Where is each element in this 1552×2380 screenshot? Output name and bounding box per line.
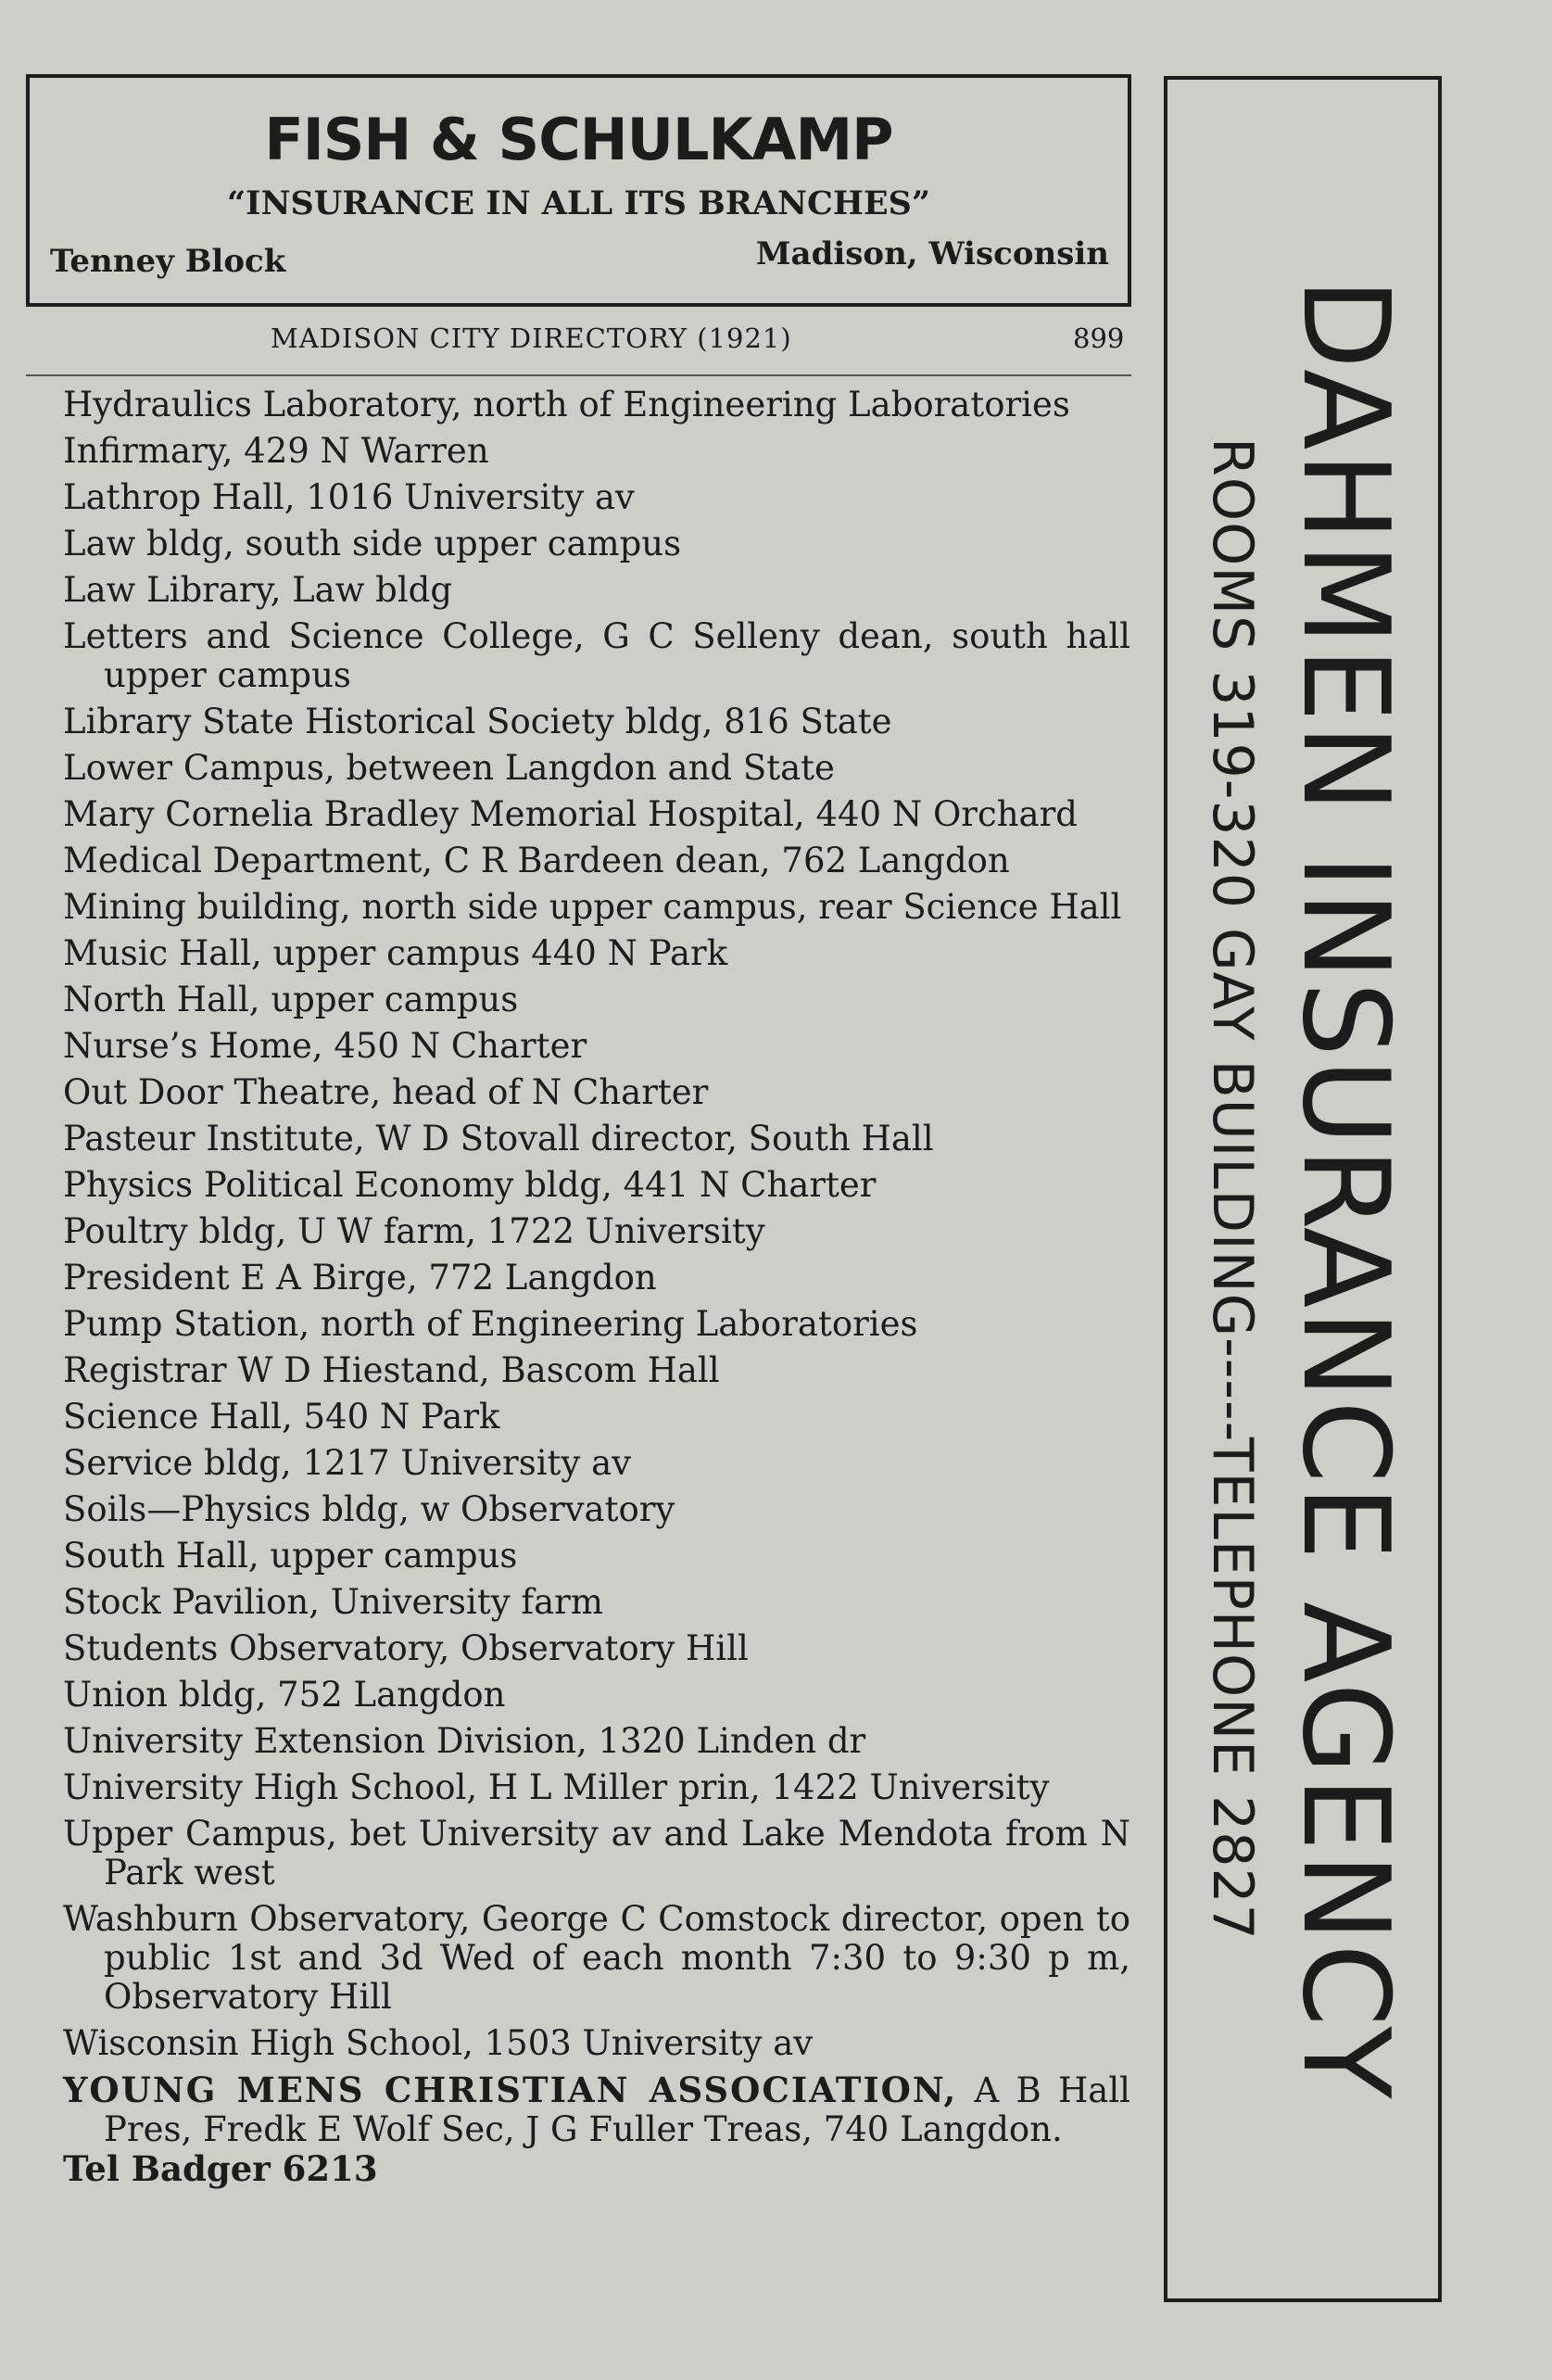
directory-entry: Soils—Physics bldg, w Observatory	[63, 1489, 675, 1529]
directory-entry: Students Observatory, Observatory Hill	[63, 1628, 749, 1668]
directory-entry: Lathrop Hall, 1016 University av	[63, 477, 635, 517]
directory-entry: Law Library, Law bldg	[63, 570, 453, 610]
directory-entry: Mining building, north side upper campus, rear Science Hall	[63, 887, 1122, 927]
directory-entry: Science Hall, 540 N Park	[63, 1397, 500, 1437]
directory-entry: Washburn Observatory, George C Comstock director, open to public 1st and 3d Wed of each month 7:30 to 9:30 p m, Observatory Hill	[63, 1899, 1130, 2017]
directory-entry: Service bldg, 1217 University av	[63, 1443, 632, 1483]
ymca-name: YOUNG MENS CHRISTIAN ASSOCIATION,	[63, 2070, 958, 2110]
side-ad-rooms-telephone: ROOMS 319-320 GAY BUILDING-----TELEPHONE 2827	[1200, 437, 1265, 1941]
ad-location: Tenney Block	[50, 243, 286, 280]
directory-entry: University Extension Division, 1320 Linden dr	[63, 1721, 866, 1761]
directory-entry: Union bldg, 752 Langdon	[63, 1675, 506, 1715]
directory-entry: Library State Historical Society bldg, 816 State	[63, 702, 892, 741]
ad-title: FISH & SCHULKAMP	[264, 106, 893, 173]
side-ad-agency-name: DAHMEN INSURANCE AGENCY	[1276, 277, 1414, 2101]
ymca-entry	[63, 2070, 1130, 2188]
directory-entry: Nurse’s Home, 450 N Charter	[63, 1026, 587, 1066]
directory-entry: Infirmary, 429 N Warren	[63, 431, 489, 471]
page-number: 899	[1073, 323, 1125, 354]
dahmen-insurance-advertisement	[1164, 76, 1442, 2302]
side-ad-rotated-text	[1173, 95, 1432, 2283]
directory-entry: Law bldg, south side upper campus	[63, 524, 682, 563]
directory-entries	[63, 386, 1130, 2196]
directory-entry: Poultry bldg, U W farm, 1722 University	[63, 1211, 765, 1251]
ad-city: Madison, Wisconsin	[755, 235, 1109, 272]
directory-entry: Hydraulics Laboratory, north of Engineering Laboratories	[63, 385, 1070, 424]
directory-entry: Music Hall, upper campus 440 N Park	[63, 933, 728, 973]
directory-entry: Lower Campus, between Langdon and State	[63, 748, 835, 788]
ad-slogan: “INSURANCE IN ALL ITS BRANCHES”	[226, 184, 931, 222]
fish-schulkamp-advertisement	[26, 74, 1131, 307]
directory-entry: Registrar W D Hiestand, Bascom Hall	[63, 1350, 720, 1390]
directory-entry: Upper Campus, bet University av and Lake Mendota from N Park west	[63, 1814, 1130, 1893]
running-header: MADISON CITY DIRECTORY (1921)	[271, 323, 792, 354]
directory-entry: North Hall, upper campus	[63, 980, 519, 1019]
directory-entry: Letters and Science College, G C Selleny dean, south hall upper campus	[63, 616, 1130, 695]
directory-entry: Wisconsin High School, 1503 University av	[63, 2023, 814, 2063]
directory-entry: Mary Cornelia Bradley Memorial Hospital, 440 N Orchard	[63, 794, 1078, 834]
directory-entry: South Hall, upper campus	[63, 1536, 518, 1576]
header-rule	[26, 374, 1131, 376]
directory-entry: Physics Political Economy bldg, 441 N Charter	[63, 1165, 877, 1205]
directory-entry: Pump Station, north of Engineering Laboratories	[63, 1304, 918, 1344]
directory-entry: University High School, H L Miller prin, 1422 University	[63, 1767, 1050, 1807]
directory-entry: Stock Pavilion, University farm	[63, 1582, 603, 1622]
directory-entry: Pasteur Institute, W D Stovall director, South Hall	[63, 1119, 934, 1158]
ymca-telephone: Tel Badger 6213	[63, 2148, 378, 2189]
directory-entry: President E A Birge, 772 Langdon	[63, 1258, 657, 1298]
directory-entry: Medical Department, C R Bardeen dean, 762 Langdon	[63, 841, 1010, 880]
ymca-details: A B Hall Pres, Fredk E Wolf Sec, J G Fuller Treas, 740 Langdon.	[104, 2070, 1131, 2149]
directory-entry: Out Door Theatre, head of N Charter	[63, 1072, 709, 1112]
